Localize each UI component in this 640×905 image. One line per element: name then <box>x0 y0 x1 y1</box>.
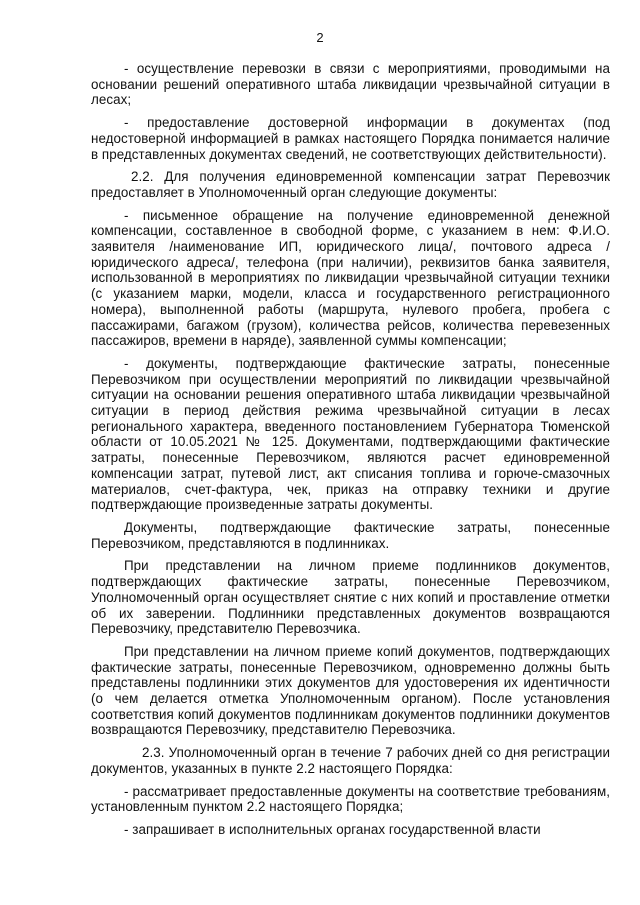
paragraph-section-2-3: 2.3. Уполномоченный орган в течение 7 рабочих дней со дня регистрации документов, указанных в пункте 2.2 настоящего Порядка: <box>91 745 610 776</box>
paragraph-cost-documents: - документы, подтверждающие фактические затраты, понесенные Перевозчиком при осуществлении мероприятий по ликвидации чрезвычайной ситуации на основании решения оперативного штаба ликвидации чрезвычайной ситуации в период действия режима чрезвычайной ситуации в лесах регионального характера, введенного постановлением Губернатора Тюменской области от 10.05.2021 № 125. Документами, подтверждающими фактические затраты, понесенные Перевозчиком, являются расчет единовременной компенсации затрат, путевой лист, акт списания топлива и горюче-смазочных материалов, счет-фактура, чек, приказ на отправку техники и другие подтверждающие произведенные затраты документы. <box>91 355 610 513</box>
paragraph-copies-at-reception: При представлении на личном приеме копий документов, подтверждающих фактические затраты, понесенные Перевозчиком, одновременно должны быть представлены подлинники этих документов для удостоверения их идентичности (о чем делается отметка Уполномоченным органом). После установления соответствия копий документов подлинникам документов подлинники документов возвращаются Перевозчику, представителю Перевозчика. <box>91 643 610 738</box>
paragraph-section-2-2: 2.2. Для получения единовременной компенсации затрат Перевозчик предоставляет в Уполномоченный орган следующие документы: <box>91 169 610 200</box>
paragraph-written-request: - письменное обращение на получение единовременной денежной компенсации, составленное в свободной форме, с указанием в нем: Ф.И.О. заявителя /наименование ИП, юридического лица/, почтового адреса /юридического адреса/, телефона (при наличии), реквизитов банка заявителя, использованной в мероприятиях по ликвидации чрезвычайной ситуации техники (с указанием марки, модели, класса и государственного регистрационного номера), выполненной работы (маршрута, нулевого пробега, пробега с пассажирами, багажом (грузом), количества рейсов, количества перевезенных пассажиров, времени в наряде), заявленной суммы компенсации; <box>91 207 610 349</box>
paragraph-originals: Документы, подтверждающие фактические затраты, понесенные Перевозчиком, представляются в подлинниках. <box>91 519 610 551</box>
paragraph-originals-at-reception: При представлении на личном приеме подлинников документов, подтверждающих фактические затраты, понесенные Перевозчиком, Уполномоченный орган осуществляет снятие с них копий и проставление отметки об их заверении. Подлинники представленных документов возвращаются Перевозчику, представителю Перевозчика. <box>91 558 610 637</box>
document-body <box>91 61 610 838</box>
page-number: 2 <box>316 30 324 45</box>
paragraph-transport-events: - осуществление перевозки в связи с мероприятиями, проводимыми на основании решений оперативного штаба ликвидации чрезвычайной ситуации в лесах; <box>91 61 610 108</box>
paragraph-review-documents: - рассматривает предоставленные документы на соответствие требованиям, установленным пунктом 2.2 настоящего Порядка; <box>91 783 610 815</box>
paragraph-request-authorities: - запрашивает в исполнительных органах государственной власти <box>124 821 541 837</box>
paragraph-reliable-info: - предоставление достоверной информации в документах (под недостоверной информацией в рамках настоящего Порядка понимается наличие в представленных документах сведений, не соответствующих действительности). <box>91 115 610 162</box>
